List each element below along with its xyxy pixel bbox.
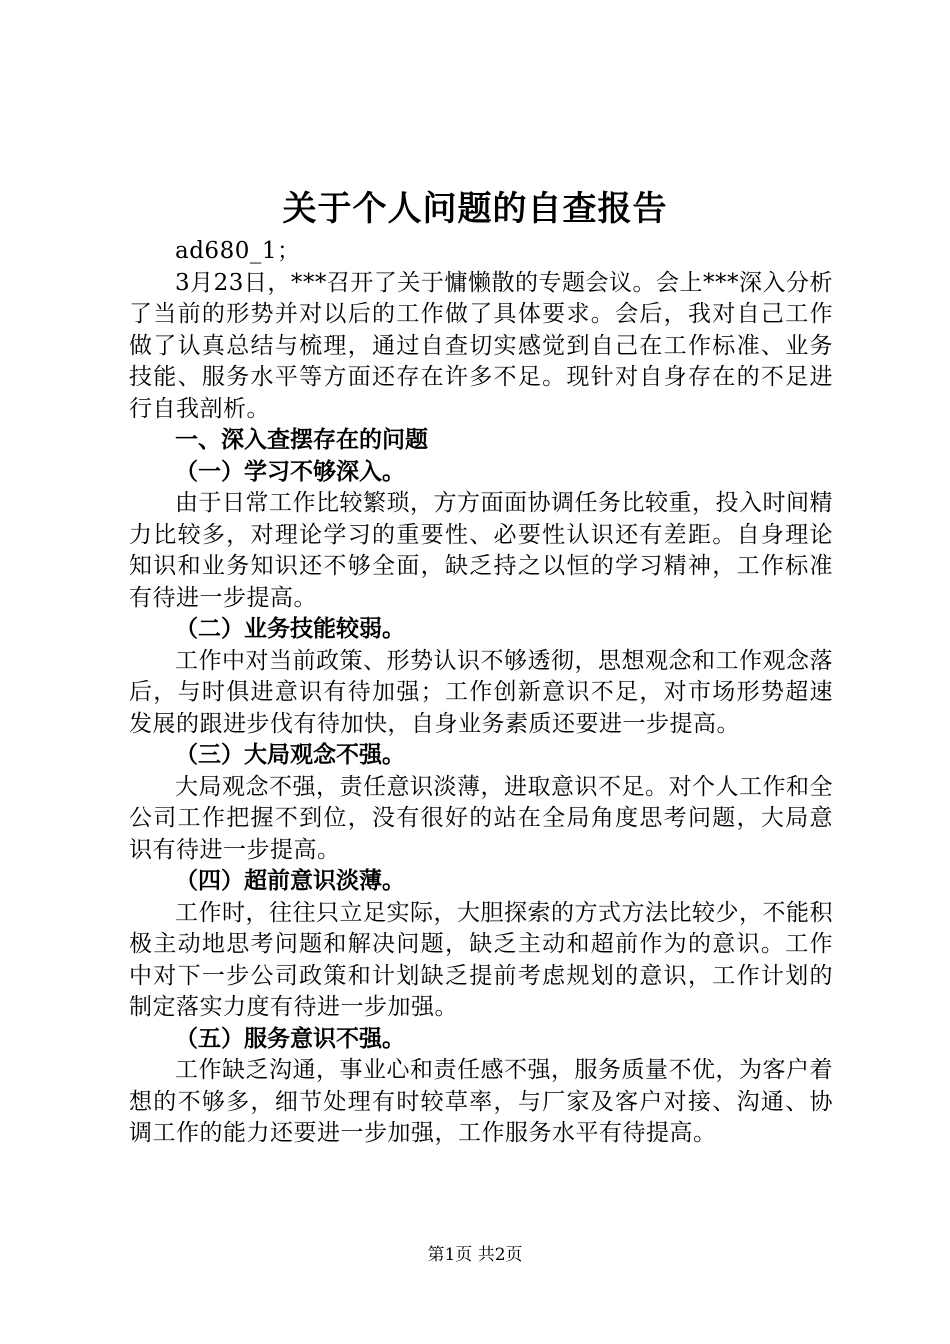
item-paragraph-2: 工作中对当前政策、形势认识不够透彻，思想观念和工作观念落后，与时俱进意识有待加强；工作创新意识不足，对市场形势超速发展的跟进步伐有待加快，自身业务素质还要进一步提高。 [129, 647, 833, 737]
section-heading: 一、深入查摆存在的问题 [175, 427, 428, 453]
item-heading-2: （二）业务技能较弱。 [175, 616, 405, 642]
intro-paragraph: 3月23日，***召开了关于慵懒散的专题会议。会上***深入分析了当前的形势并对以后的工作做了具体要求。会后，我对自己工作做了认真总结与梳理，通过自查切实感觉到自己在工作标准、业务技能、服务水平等方面还存在许多不足。现针对自身存在的不足进行自我剖析。 [129, 269, 833, 422]
document-title: 关于个人问题的自查报告 [282, 189, 668, 229]
item-paragraph-4: 工作时，往往只立足实际，大胆探索的方式方法比较少，不能积极主动地思考问题和解决问题，缺乏主动和超前作为的意识。工作中对下一步公司政策和计划缺乏提前考虑规划的意识，工作计划的制定落实力度有待进一步加强。 [129, 899, 833, 1020]
item-paragraph-3: 大局观念不强，责任意识淡薄，进取意识不足。对个人工作和全公司工作把握不到位，没有很好的站在全局角度思考问题，大局意识有待进一步提高。 [129, 773, 833, 863]
document-body [129, 236, 833, 1150]
page-footer: 第1页 共2页 [427, 1245, 523, 1265]
item-paragraph-1: 由于日常工作比较繁琐，方方面面协调任务比较重，投入时间精力比较多，对理论学习的重要性、必要性认识还有差距。自身理论知识和业务知识还不够全面，缺乏持之以恒的学习精神，工作标准有待进一步提高。 [129, 490, 833, 611]
item-heading-5: （五）服务意识不强。 [175, 1025, 405, 1052]
item-heading-1: （一）学习不够深入。 [175, 458, 405, 485]
item-heading-4: （四）超前意识淡薄。 [175, 868, 405, 894]
item-paragraph-5: 工作缺乏沟通，事业心和责任感不强，服务质量不优，为客户着想的不够多，细节处理有时较草率，与厂家及客户对接、沟通、协调工作的能力还要进一步加强，工作服务水平有待提高。 [129, 1057, 833, 1146]
item-heading-3: （三）大局观念不强。 [175, 742, 405, 768]
document-code: ad680_1； [175, 238, 301, 264]
